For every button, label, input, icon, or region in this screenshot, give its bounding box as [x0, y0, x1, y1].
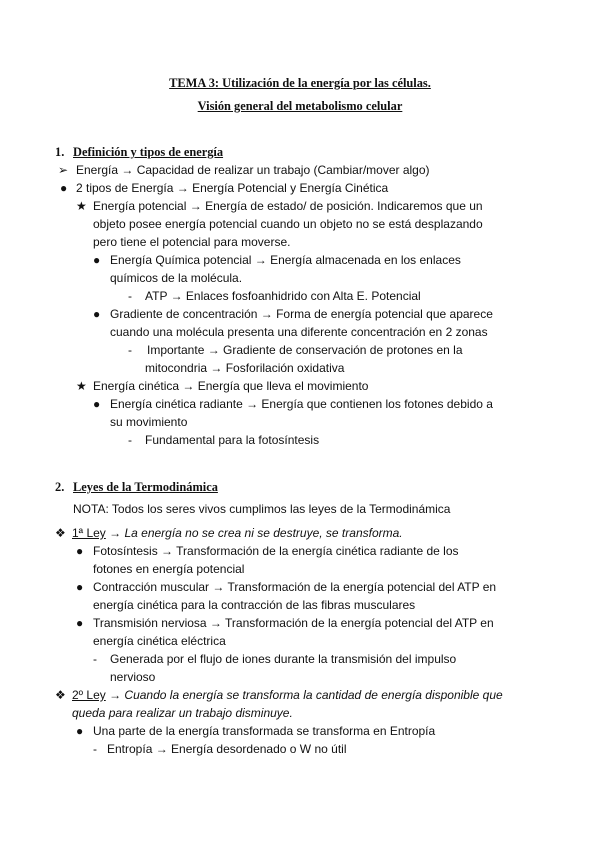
bullet-icon: ● — [76, 724, 84, 738]
note: NOTA: Todos los seres vivos cumplimos las leyes de la Termodinámica — [73, 502, 451, 516]
bullet-icon: ● — [76, 580, 84, 594]
diamond-bullet-icon: ❖ — [55, 526, 66, 540]
bullet-icon: ● — [76, 616, 84, 630]
star-bullet-icon: ★ — [76, 199, 87, 213]
document-page: TEMA 3: Utilización de la energía por las células. Visión general del metabolismo celular 1. Definición y tipos de energía ➢ Energía → Capacidad de realizar un trabajo (Cambiar/mover algo) ● 2 tipos de Energía → Energía Potencial y Energía Cinética ★ Energía potencial → Energía de estado/ de posición. Indicaremos que un objeto posee energía potencial cuando un objeto no se está desplazando pero tiene el potencial para moverse. ● Energía Química potencial → Energía almacenada en los enlaces químicos de la molécula. - ATP → Enlaces fosfoanhidrido con Alta E. Potencial ● Gradiente de concentración → Forma de energía potencial que aparece cuando una molécula presenta una diferente concentración en 2 zonas - Importante → Gradiente de conservación de protones en la mitocondria → Fosforilación oxidativa ★ Energía cinética → Energía que lleva el movimiento ● Energía cinética radiante → Energía que contienen los fotones debido a su movimiento - Fundamental para la fotosíntesis 2. Leyes de la Termodinámica NOTA: Todos los seres vivos cumplimos las leyes de la Termodinámica ❖ 1ª Ley → La energía no se crea ni se destruye, se transforma. ● Fotosíntesis → Transformación de la energía cinética radiante de los fotones en energía potencial ● Contracción muscular → Transformación de la energía potencial del ATP en energía cinética para la contracción de las fibras musculares ● Transmisión nerviosa → Transformación de la energía potencial del ATP en energía cinética eléctrica - Generada por el flujo de iones durante la transmisión del impulso nervioso ❖ 2º Ley → Cuando la energía se transforma la cantidad de energía disponible que queda para realizar un trabajo disminuye. ● Una parte de la energía transformada se transforma en Entropía - Entropía → Energía desordenado o W no útil — [0, 0, 600, 848]
bullet-icon: ● — [93, 397, 101, 411]
arrowhead-bullet-icon: ➢ — [58, 163, 69, 177]
bullet-icon: ● — [93, 253, 101, 267]
dash-bullet-icon: - — [128, 289, 132, 303]
bullet-icon: ● — [76, 544, 84, 558]
bullet-icon: ● — [93, 307, 101, 321]
star-bullet-icon: ★ — [76, 379, 87, 393]
dash-bullet-icon: - — [93, 652, 97, 666]
bullet-icon: ● — [60, 181, 68, 195]
dash-bullet-icon: - — [128, 433, 132, 447]
document-title: TEMA 3: Utilización de la energía por las células. — [169, 76, 431, 90]
document-subtitle: Visión general del metabolismo celular — [197, 99, 403, 113]
dash-bullet-icon: - — [128, 343, 132, 357]
dash-bullet-icon: - — [93, 742, 97, 756]
diamond-bullet-icon: ❖ — [55, 688, 66, 702]
